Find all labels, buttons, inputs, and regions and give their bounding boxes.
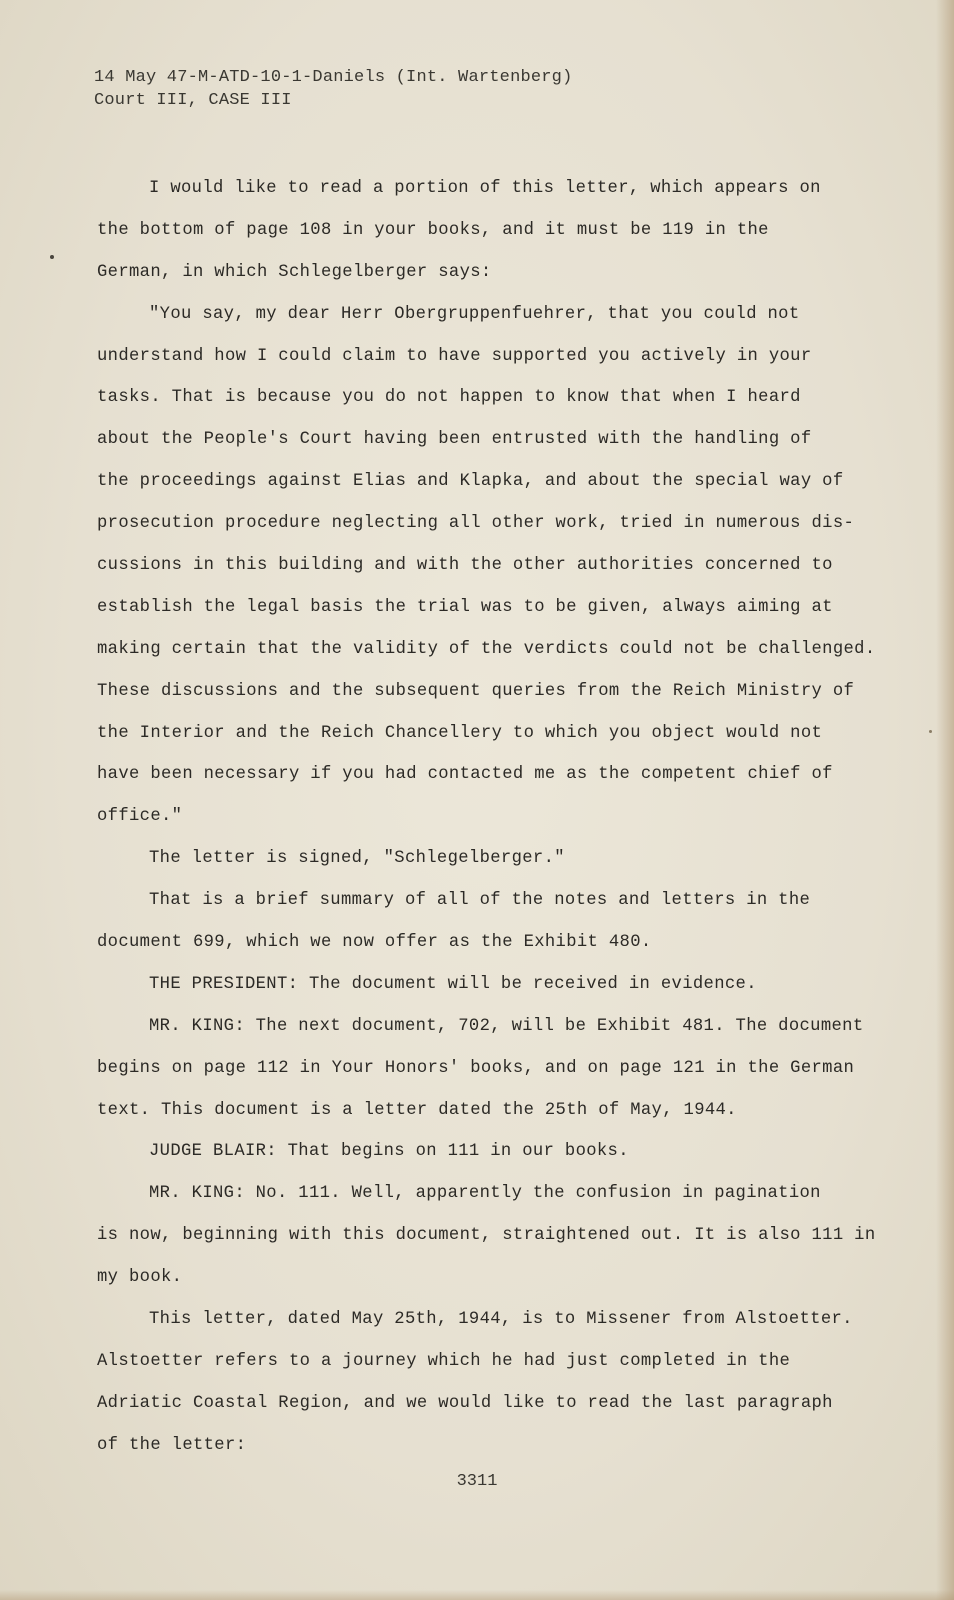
transcript-line: about the People's Court having been entrusted with the handling of <box>97 430 812 450</box>
transcript-line: These discussions and the subsequent queries from the Reich Ministry of <box>97 681 855 701</box>
paper-speck <box>929 730 932 733</box>
transcript-line: of the letter: <box>97 1435 247 1455</box>
transcript-body <box>97 168 876 1467</box>
header-court-line: Court III, CASE III <box>94 91 292 110</box>
transcript-line: MR. KING: No. 111. Well, apparently the confusion in pagination <box>149 1184 821 1204</box>
page-number: 3311 <box>456 1472 498 1491</box>
transcript-line: the proceedings against Elias and Klapka, and about the special way of <box>97 472 844 492</box>
transcript-line: That is a brief summary of all of the notes and letters in the <box>149 891 811 911</box>
transcript-line: document 699, which we now offer as the Exhibit 480. <box>97 933 652 953</box>
transcript-line: The letter is signed, "Schlegelberger." <box>149 849 565 869</box>
transcript-line: my book. <box>97 1268 183 1288</box>
page-edge-shadow <box>936 0 954 1600</box>
transcript-line: is now, beginning with this document, straightened out. It is also 111 in <box>97 1226 876 1246</box>
transcript-line: establish the legal basis the trial was to be given, always aiming at <box>97 597 833 617</box>
transcript-line: prosecution procedure neglecting all other work, tried in numerous dis- <box>97 514 855 534</box>
transcript-line: making certain that the validity of the verdicts could not be challenged. <box>97 639 876 659</box>
transcript-line: the bottom of page 108 in your books, and it must be 119 in the <box>97 220 769 240</box>
transcript-line: cussions in this building and with the other authorities concerned to <box>97 556 833 576</box>
transcript-line: German, in which Schlegelberger says: <box>97 262 492 282</box>
transcript-line: have been necessary if you had contacted me as the competent chief of <box>97 765 833 785</box>
transcript-line: the Interior and the Reich Chancellery to which you object would not <box>97 723 823 743</box>
transcript-line: office." <box>97 807 183 827</box>
transcript-line: This letter, dated May 25th, 1944, is to Missener from Alstoetter. <box>149 1310 853 1330</box>
transcript-line: "You say, my dear Herr Obergruppenfuehrer, that you could not <box>149 304 800 324</box>
paper-speck <box>50 255 54 259</box>
document-header <box>94 66 572 112</box>
transcript-line: MR. KING: The next document, 702, will be Exhibit 481. The document <box>149 1016 864 1036</box>
transcript-line: tasks. That is because you do not happen to know that when I heard <box>97 388 801 408</box>
transcript-line: text. This document is a letter dated the 25th of May, 1944. <box>97 1100 737 1120</box>
transcript-line: JUDGE BLAIR: That begins on 111 in our books. <box>149 1142 629 1162</box>
transcript-line: I would like to read a portion of this letter, which appears on <box>149 179 821 198</box>
transcript-line: begins on page 112 in Your Honors' books, and on page 121 in the German <box>97 1058 855 1078</box>
header-case-line: 14 May 47-M-ATD-10-1-Daniels (Int. Wartenberg) <box>94 68 573 87</box>
page-bottom-shadow <box>0 1590 954 1600</box>
transcript-line: understand how I could claim to have supported you actively in your <box>97 346 812 366</box>
transcript-line: Adriatic Coastal Region, and we would like to read the last paragraph <box>97 1393 833 1413</box>
transcript-line: Alstoetter refers to a journey which he had just completed in the <box>97 1351 791 1371</box>
transcript-line: THE PRESIDENT: The document will be received in evidence. <box>149 974 757 994</box>
